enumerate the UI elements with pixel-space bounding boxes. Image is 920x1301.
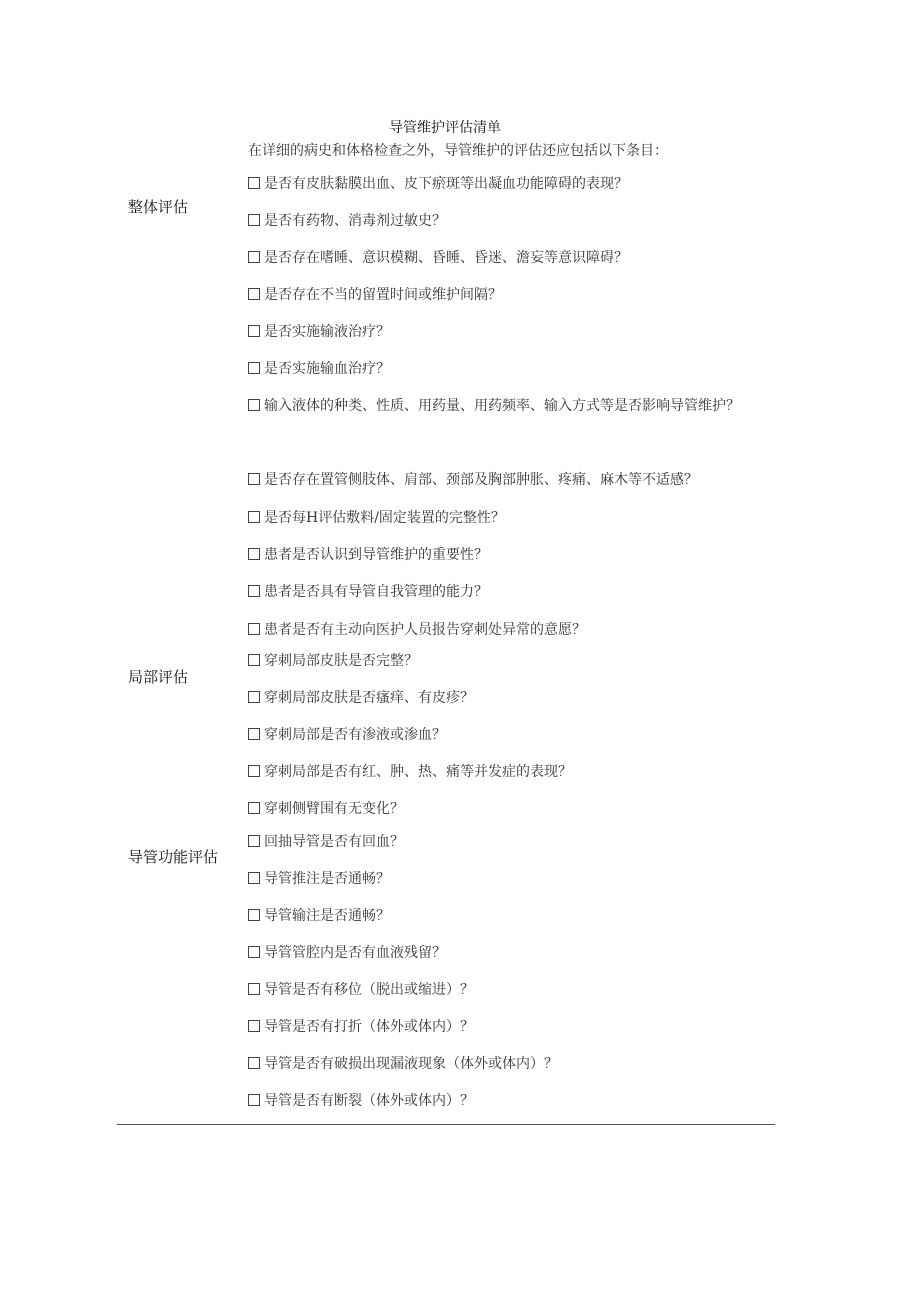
checklist-item[interactable]: 是否实施输液治疗？ [248,314,768,351]
checklist-item[interactable]: 穿刺侧臂围有无变化？ [248,791,768,828]
checkbox-icon[interactable] [248,288,260,300]
checkbox-icon[interactable] [248,835,260,847]
checkbox-icon[interactable] [248,1094,260,1106]
section-label-overall: 整体评估 [128,198,189,216]
checkbox-icon[interactable] [248,473,260,485]
checkbox-icon[interactable] [248,983,260,995]
bottom-divider [117,1124,775,1125]
checklist-item[interactable]: 回抽导管是否有回血？ [248,824,768,861]
checkbox-icon[interactable] [248,946,260,958]
checklist-item[interactable]: 输入液体的种类、性质、用药量、用药频率、输入方式等是否影响导管维护？ [248,388,768,425]
checkbox-icon[interactable] [248,623,260,635]
checkbox-icon[interactable] [248,1020,260,1032]
checkbox-icon[interactable] [248,1057,260,1069]
checklist-item[interactable]: 是否每H评估敷料/固定装置的完整性？ [248,500,768,537]
checkbox-icon[interactable] [248,728,260,740]
checkbox-icon[interactable] [248,399,260,411]
checklist-item[interactable]: 患者是否认识到导管维护的重要性？ [248,537,768,574]
section-label-local: 局部评估 [128,668,189,686]
checkbox-icon[interactable] [248,765,260,777]
checklist-item[interactable]: 穿刺局部皮肤是否瘙痒、有皮疹？ [248,680,768,717]
checkbox-icon[interactable] [248,251,260,263]
document-title: 导管维护评估清单 [389,120,501,136]
checklist-item[interactable]: 导管是否有打折（体外或体内）？ [248,1009,768,1046]
checklist-item[interactable]: 导管管腔内是否有血液残留？ [248,935,768,972]
checklist-item[interactable]: 穿刺局部是否有渗液或渗血？ [248,717,768,754]
checklist-item[interactable]: 患者是否有主动向医护人员报告穿刺处异常的意愿？ [248,612,768,649]
intro-text: 在详细的病史和体格检查之外，导管维护的评估还应包括以下条目： [248,143,668,159]
checklist-item[interactable]: 是否实施输血治疗？ [248,351,768,388]
checklist-item[interactable]: 是否存在置管侧肢体、肩部、颈部及胸部肿胀、疼痛、麻木等不适感？ [248,462,768,499]
checklist-item[interactable]: 穿刺局部是否有红、肿、热、痛等并发症的表现？ [248,754,768,791]
checklist-item[interactable]: 患者是否具有导管自我管理的能力？ [248,574,768,611]
checkbox-icon[interactable] [248,691,260,703]
section-label-catheter-function: 导管功能评估 [128,848,219,866]
checklist-item[interactable]: 穿刺局部皮肤是否完整？ [248,643,768,680]
checklist-item[interactable]: 导管是否有移位（脱出或缩进）？ [248,972,768,1009]
checkbox-icon[interactable] [248,654,260,666]
checkbox-icon[interactable] [248,585,260,597]
checkbox-icon[interactable] [248,177,260,189]
checklist-item[interactable]: 导管是否有断裂（体外或体内）？ [248,1083,768,1120]
checkbox-icon[interactable] [248,214,260,226]
checkbox-icon[interactable] [248,362,260,374]
checklist-item[interactable]: 是否存在不当的留置时间或维护间隔？ [248,277,768,314]
checklist-item[interactable]: 导管输注是否通畅？ [248,898,768,935]
checkbox-icon[interactable] [248,802,260,814]
checklist-item[interactable]: 导管是否有破损出现漏液现象（体外或体内）？ [248,1046,768,1083]
checklist-item[interactable]: 导管推注是否通畅？ [248,861,768,898]
checklist-item[interactable]: 是否有皮肤黏膜出血、皮下瘀斑等出凝血功能障碍的表现？ [248,166,768,203]
checkbox-icon[interactable] [248,511,260,523]
checkbox-icon[interactable] [248,872,260,884]
checkbox-icon[interactable] [248,909,260,921]
checkbox-icon[interactable] [248,548,260,560]
checkbox-icon[interactable] [248,325,260,337]
checklist-item[interactable]: 是否有药物、消毒剂过敏史？ [248,203,768,240]
checklist-item[interactable]: 是否存在嗜睡、意识模糊、昏睡、昏迷、澹妄等意识障碍？ [248,240,768,277]
